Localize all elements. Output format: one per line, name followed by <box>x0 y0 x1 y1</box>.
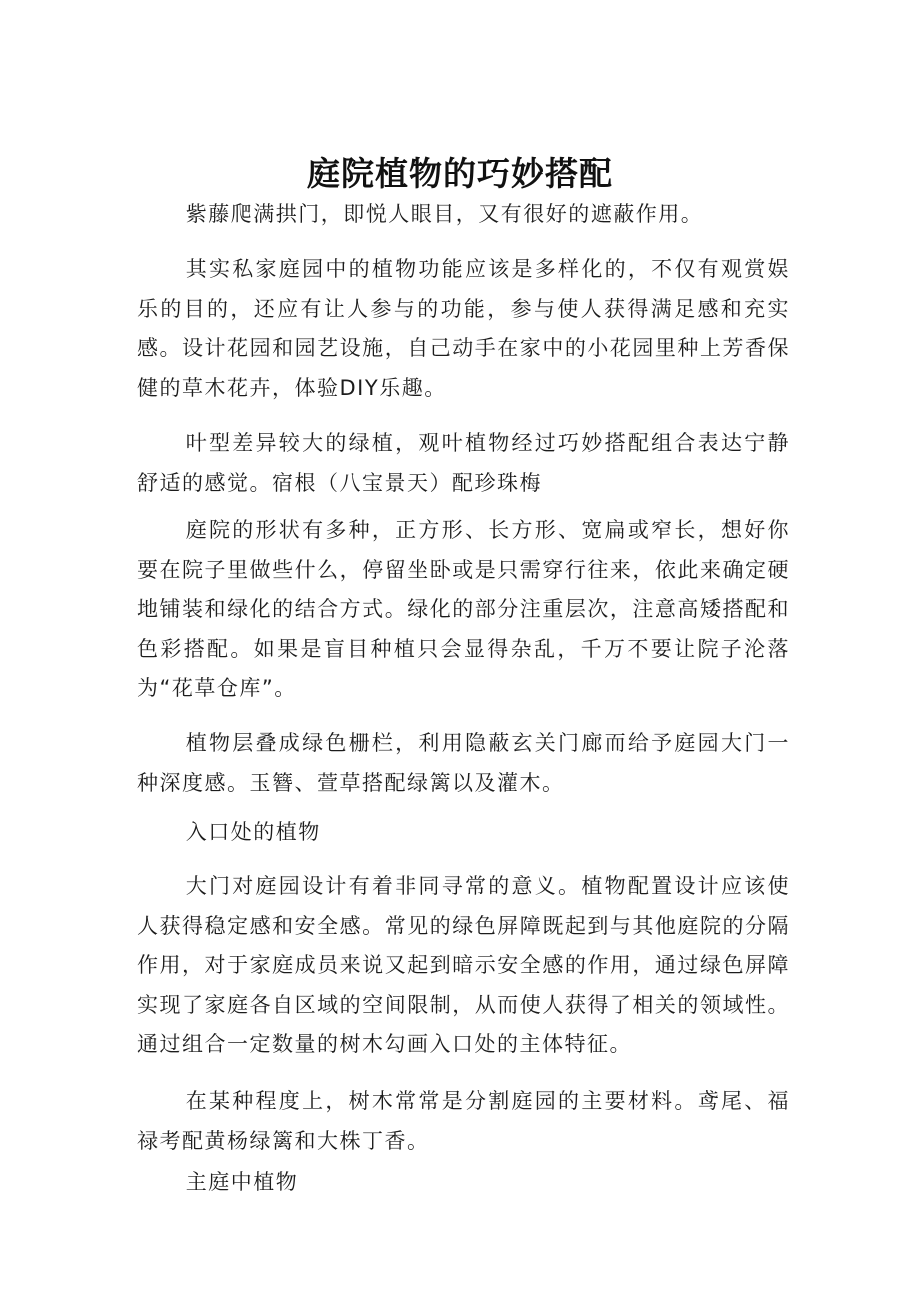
paragraph-garden-functions: 其实私家庭园中的植物功能应该是多样化的，不仅有观赏娱乐的目的，还应有让人参与的功能，参与使人获得满足感和充实感。设计花园和园艺设施，自己动手在家中的小花园里种上芳香保健的草木花卉，体验DIY乐趣。 <box>137 257 790 400</box>
section-heading-main-courtyard: 主庭中植物 <box>185 1170 299 1194</box>
paragraph-foliage-pairing: 叶型差异较大的绿植，观叶植物经过巧妙搭配组合表达宁静舒适的感觉。宿根（八宝景天）配珍珠梅 <box>137 431 790 495</box>
paragraph-gate-significance: 大门对庭园设计有着非同寻常的意义。植物配置设计应该使人获得稳定感和安全感。常见的绿色屏障既起到与其他庭院的分隔作用，对于家庭成员来说又起到暗示安全感的作用，通过绿色屏障实现了家庭各自区域的空间限制，从而使人获得了相关的领域性。通过组合一定数量的树木勾画入口处的主体特征。 <box>137 874 790 1056</box>
paragraph-wisteria-arch: 紫藤爬满拱门，即悦人眼目，又有很好的遮蔽作用。 <box>185 202 704 226</box>
section-heading-entrance-plants: 入口处的植物 <box>185 820 321 844</box>
paragraph-trees-divide: 在某种程度上，树木常常是分割庭园的主要材料。鸢尾、福禄考配黄杨绿篱和大株丁香。 <box>137 1089 790 1153</box>
paragraph-layered-fence: 植物层叠成绿色栅栏，利用隐蔽玄关门廊而给予庭园大门一种深度感。玉簪、萱草搭配绿篱以及灌木。 <box>137 731 790 795</box>
paragraph-courtyard-shapes: 庭院的形状有多种，正方形、长方形、宽扁或窄长，想好你要在院子里做些什么，停留坐卧或是只需穿行往来，依此来确定硬地铺装和绿化的结合方式。绿化的部分注重层次，注意高矮搭配和色彩搭配。如果是盲目种植只会显得杂乱，千万不要让院子沦落为“花草仓库”。 <box>137 518 790 700</box>
document-title: 庭院植物的巧妙搭配 <box>307 154 613 194</box>
